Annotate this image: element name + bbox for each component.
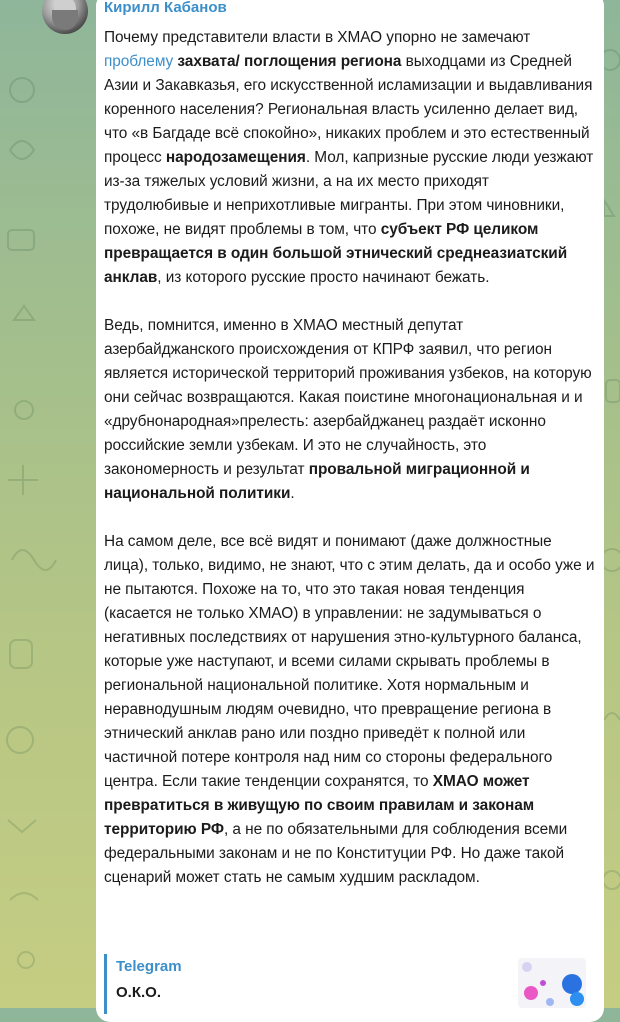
text-run: , а не по обязательными для соблюдения всеми федеральными законам и не по Конституции РФ. Но даже такой сценарий может стать не самым худшим раскладом. [104, 821, 568, 886]
text-run: . [290, 485, 295, 502]
text-run: Почему представители власти в ХМАО упорно не замечают [104, 29, 531, 46]
link-preview-source: Telegram [116, 958, 182, 975]
bold-text: провальной миграционной и национальной политики [104, 461, 530, 502]
message-paragraph [104, 26, 596, 290]
thumb-dot [522, 962, 532, 972]
bold-text: субъект РФ целиком превращается в один большой этнический среднеазиатский анклав [104, 221, 568, 286]
inline-link[interactable]: проблему [104, 53, 174, 70]
thumb-dot [540, 980, 546, 986]
text-run: Ведь, помнится, именно в ХМАО местный депутат азербайджанского происхождения от КПРФ заявил, что регион является исторической территорий проживания узбеков, на которую они сейчас возвращаются. Какая поистине многонациональная и и «друбнонародная»прелесть: азербайджанец раздаёт исконно российские земли узбекам. И это не случайность, это закономерность и результат [104, 317, 592, 478]
author-name[interactable]: Кирилл Кабанов [104, 0, 227, 16]
link-preview-thumbnail[interactable] [518, 958, 586, 1008]
bold-text: захвата/ поглощения региона [177, 53, 402, 70]
bold-text: ХМАО может превратиться в живущую по своим правилам и законам территорию РФ [104, 773, 535, 838]
thumb-dot [562, 974, 582, 994]
text-run: На самом деле, все всё видят и понимают (даже должностные лица), только, видимо, не знают, что с этим делать, да и особо уже и не пытаются. Похоже на то, что это такая новая тенденция (касается не только ХМАО) в управлении: не задумываться о негативных последствиях от нарушения этно-культурного баланса, которые уже наступают, и всеми силами скрывать проблемы в региональной национальной политике. Хотя нормальным и неравнодушным людям очевидно, что превращение региона в этнический анклав рано или поздно приведёт к полной или частичной потере контроля над ним со стороны федерального центра. Если такие тенденции сохранятся, то [104, 533, 595, 790]
text-run: , из которого русские просто начинают бежать. [157, 269, 490, 286]
message-paragraph [104, 530, 596, 890]
text-run: выходцами из Средней Азии и Закавказья, его искусственной исламизации и выдавливания коренного населения? Региональная власть усиленно делает вид, что «в Багдаде всё спокойно», никаких проблем и это естественный процесс [104, 53, 593, 166]
text-run: . Мол, капризные русские люди уезжают из-за тяжелых условий жизни, а на их место приходят трудолюбивые и неприхотливые мигранты. При этом чиновники, похоже, не видят проблемы в том, что [104, 149, 594, 238]
thumb-dot [524, 986, 538, 1000]
message-text [104, 26, 596, 914]
thumb-dot [570, 992, 584, 1006]
link-preview-title: О.К.О. [116, 984, 161, 1001]
avatar-beard [52, 10, 78, 30]
thumb-dot [546, 998, 554, 1006]
message-paragraph [104, 314, 596, 506]
bold-text: народозамещения [165, 149, 306, 166]
